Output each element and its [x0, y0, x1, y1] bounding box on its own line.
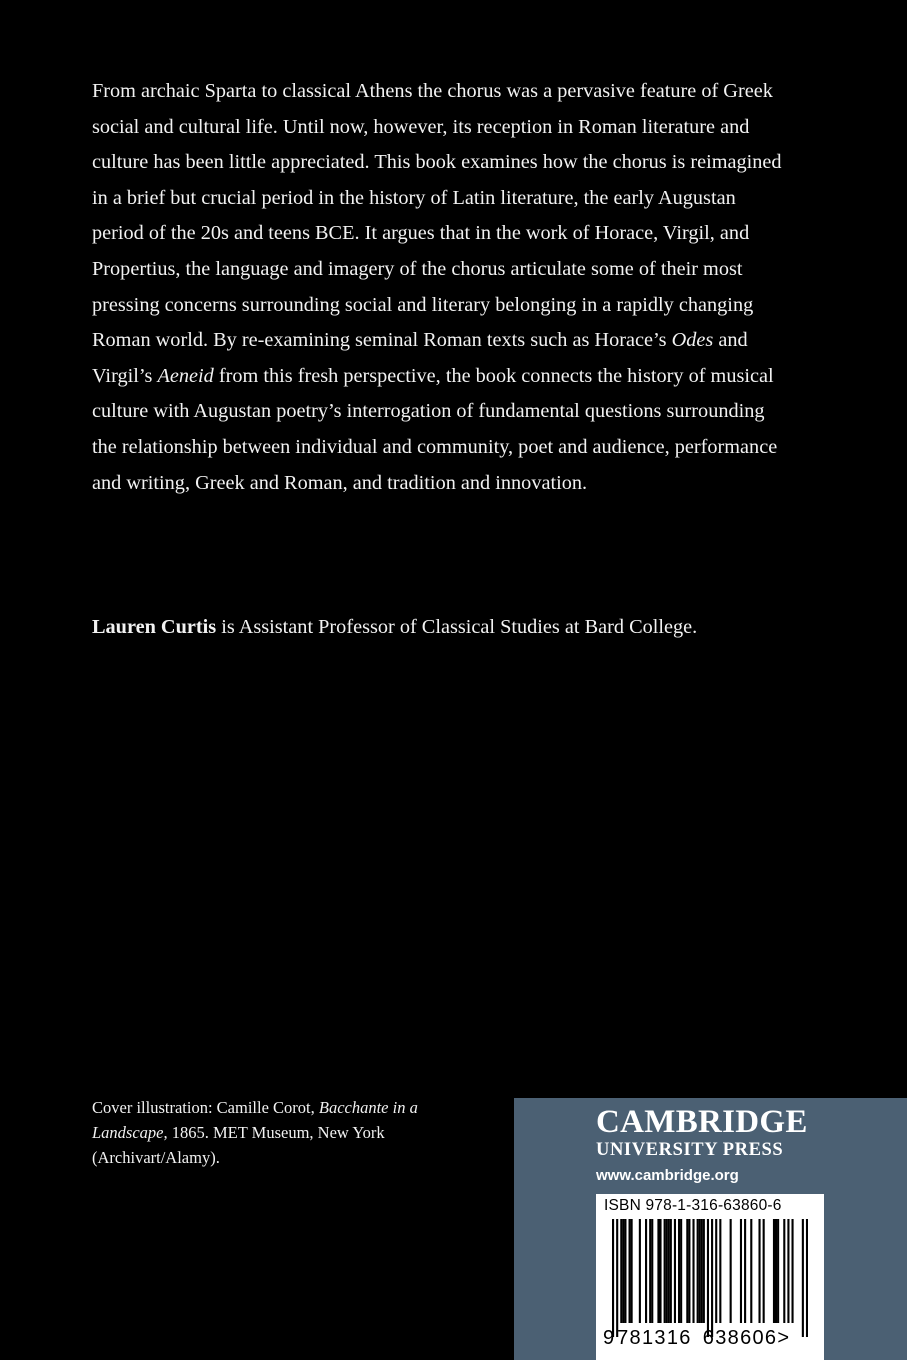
- description-text-1: From archaic Sparta to classical Athens the chorus was a pervasive feature of Greek social and cultural life. Until now, however, its reception in Roman literature and culture has been little appreciated. This book examines how the chorus is reimagined in a brief but crucial period in the history of Latin literature, the early Augustan period of the 20s and teens BCE. It argues that in the work of Horace, Virgil, and Propertius, the language and imagery of the chorus articulate some of their most pressing concerns surrounding social and literary belonging in a rapidly changing Roman world. By re-examining seminal Roman texts such as Horace’s: [92, 80, 782, 352]
- barcode-bar: [624, 1219, 626, 1323]
- barcode-bar: [777, 1219, 779, 1323]
- barcode-bar: [674, 1219, 676, 1323]
- barcode-bar: [649, 1219, 651, 1323]
- author-bio: [92, 610, 812, 645]
- barcode-bar: [763, 1219, 765, 1323]
- barcode-bar: [791, 1219, 793, 1323]
- barcode-digit-first: 9: [603, 1327, 615, 1349]
- barcode-bars: [612, 1219, 808, 1337]
- barcode-bar: [639, 1219, 641, 1323]
- barcode-bar: [620, 1219, 622, 1323]
- barcode-bar: [744, 1219, 746, 1323]
- barcode-bar: [775, 1219, 777, 1323]
- barcode-bar: [680, 1219, 682, 1323]
- barcode-bar: [616, 1219, 618, 1337]
- author-name: Lauren Curtis: [92, 616, 217, 638]
- barcode-bar: [773, 1219, 775, 1323]
- barcode-bar: [664, 1219, 666, 1323]
- barcode-bar: [657, 1219, 659, 1323]
- barcode-trailing-mark: >: [777, 1327, 790, 1349]
- barcode-bar: [659, 1219, 661, 1323]
- title-aeneid: Aeneid: [157, 364, 214, 387]
- barcode-bar: [701, 1219, 703, 1323]
- barcode-bar: [787, 1219, 789, 1323]
- barcode-bar: [707, 1219, 709, 1337]
- barcode-digits-left: 781316: [617, 1327, 692, 1349]
- barcode-bar: [740, 1219, 742, 1323]
- barcode-bar: [612, 1219, 614, 1337]
- barcode-bar: [666, 1219, 668, 1323]
- barcode-digits-right: 638606: [702, 1327, 778, 1349]
- description-text-2: and Virgil’s: [92, 329, 748, 387]
- barcode-bar: [692, 1219, 694, 1323]
- isbn-label: ISBN 978-1-316-63860-6: [604, 1197, 782, 1214]
- barcode-bar: [622, 1219, 624, 1323]
- title-odes: Odes: [671, 329, 714, 352]
- barcode-bar: [750, 1219, 752, 1323]
- cover-illustration-credit: [92, 1095, 492, 1170]
- barcode-bar: [688, 1219, 690, 1323]
- publisher-logo-name: CAMBRIDGE: [596, 1104, 808, 1140]
- barcode-bar: [711, 1219, 713, 1337]
- publisher-panel: [514, 1098, 907, 1360]
- barcode-digits: [603, 1327, 789, 1350]
- barcode-bar: [697, 1219, 699, 1323]
- barcode-bar: [645, 1219, 647, 1323]
- publisher-logo-subtitle: UNIVERSITY PRESS: [596, 1140, 784, 1160]
- barcode-bar: [758, 1219, 760, 1323]
- barcode-bar: [686, 1219, 688, 1323]
- barcode-bar: [670, 1219, 672, 1323]
- barcode-bar: [715, 1219, 717, 1323]
- author-bio-text: is Assistant Professor of Classical Studies at Bard College.: [216, 616, 698, 638]
- barcode-bar: [631, 1219, 633, 1323]
- credit-suffix: , 1865. MET Museum, New York (Archivart/Alamy).: [92, 1123, 385, 1167]
- barcode-bar: [699, 1219, 701, 1323]
- barcode-bar: [668, 1219, 670, 1323]
- barcode-bar: [802, 1219, 804, 1337]
- barcode-bar: [730, 1219, 732, 1323]
- barcode-bar: [783, 1219, 785, 1323]
- description-text-3: from this fresh perspective, the book connects the history of musical culture with Augustan poetry’s interrogation of fundamental questions surrounding the relationship between individual and community, poet and audience, performance and writing, Greek and Roman, and tradition and innovation.: [92, 364, 778, 494]
- barcode-bar: [678, 1219, 680, 1323]
- barcode-bar: [651, 1219, 653, 1323]
- credit-prefix: Cover illustration: Camille Corot,: [92, 1098, 319, 1117]
- barcode-bar: [719, 1219, 721, 1323]
- artwork-title: Bacchante in a Landscape: [92, 1098, 418, 1142]
- isbn-barcode: [596, 1194, 824, 1360]
- publisher-website: www.cambridge.org: [596, 1167, 739, 1184]
- barcode-bar: [629, 1219, 631, 1323]
- barcode-bar: [703, 1219, 705, 1323]
- book-description: [92, 74, 792, 501]
- barcode-bar: [806, 1219, 808, 1337]
